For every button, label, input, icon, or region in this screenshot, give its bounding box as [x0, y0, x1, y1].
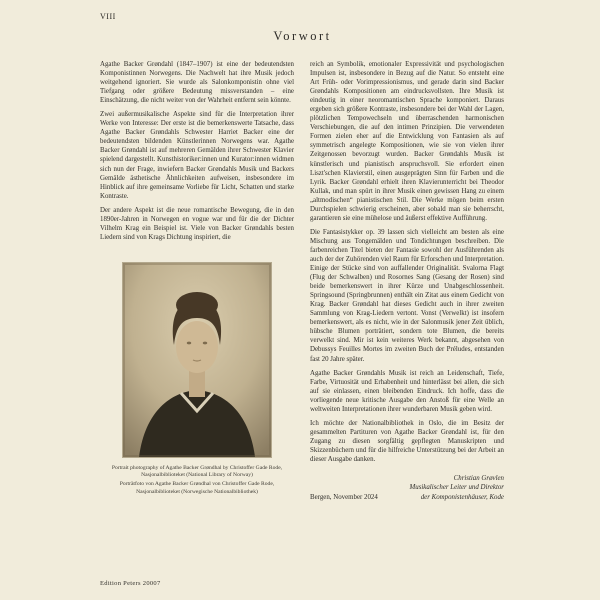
paragraph: Agathe Backer Grøndahl (1847–1907) ist eine der bedeutendsten Komponistinnen Norwegens. Die Nachwelt hat ihre Musik jedoch weitgehend ignoriert. Sie wurde als Salonkomponistin ohne viel Tiefgang oder größere Bedeutung missverstanden – eine Einschätzung, die nicht weiter von der Wahrheit entfernt sein könnte.	[100, 61, 294, 105]
left-column	[100, 60, 294, 502]
text-columns	[100, 60, 505, 502]
signoff-role-line2: der Komponistenhäuser, Kode	[420, 493, 504, 501]
signoff	[310, 474, 504, 502]
paragraph: reich an Symbolik, emotionaler Expressivität und psychologischen Impulsen ist, insbesondere in Bezug auf die Natur. So entsteht eine Art Früh- oder Vorimpressionismus, und gerade darin sind Backer Grøndahls Kompositionen am eindrucksvollsten. Ihre Musik ist eindeutig in einer neoromantischen Sprache komponiert. Daraus ergeben sich größere Kontraste, insbesondere bei der Wahl der Lagen, plötzlichen Tempowechseln und überraschenden harmonischen Verschiebungen, die auf den intimen Prinzipien. Die verwendeten Formen zielen eher auf die Entwicklung von Fantasien als auf symmetrisch angelegte Kompositionen, wie sie von vielen ihrer Zeitgenossen bevorzugt wurden. Backer Grøndahls Musik ist künstlerisch und pianistisch anspruchsvoll. Sie erfordert einen Liszt'schen Klavierstil, einen ausgeprägten Sinn für Farben und die Lyrik. Backer Grøndahl erhielt ihren Klavierunterricht bei Theodor Kullak, und man spürt in ihrer Musik einen gewissen Hang zu einem „altmodischen“ pianistischen Stil. Die Werke mögen beim ersten Durchspielen schwierig erscheinen, aber sobald man sie beherrscht, garantieren sie eine mühelose und äußerst effektive Aufführung.	[310, 61, 504, 222]
photo-caption-de: Porträtfoto von Agathe Backer Grøndhal von Christoffer Gade Rode, Nasjonalbiblioteket (Norwegische Nationalbibliothek)	[119, 481, 275, 495]
signoff-place-date: Bergen, November 2024	[310, 493, 378, 501]
paragraph: Die Fantasistykker op. 39 lassen sich vielleicht am besten als eine Mischung aus Tongemälden und Tondichtungen beschreiben. Die farbenreichen Titel bieten der Fantasie sowohl der Ausführenden als auch der der Zuhörenden viel Raum für Erforschen und Interpretation. Einige der Stücke sind von auffallender Originalität. Svalorna Flagt (Flug der Schwalben) und Rosornes Sang (Gesang der Rosen) sind beide bemerkenswert in ihrer Kürze und Unabgeschlossenheit. Springsound (Springbrunnen) enthält ein Zitat aus einem Gedicht von Krag. Backer Grøndahl hat dieses Gedicht auch in ihrer zweiten Sammlung von Krag-Liedern vertont. Vonst (Verwelkt) ist insofern bemerkenswert, als es nicht, wie in der Salonmusik jener Zeit üblich, hübsche Blumen porträtiert, sondern tote Blumen, die bereits verwelkt sind. Mir ist kein weiteres Werk bekannt, abgesehen von Debussys Feuilles Mortes im zweiten Buch der Préludes, entstanden fast 20 Jahre später.	[310, 228, 505, 363]
footer-imprint: Edition Peters 20007	[100, 580, 161, 587]
page-number: VIII	[100, 12, 116, 21]
right-column	[310, 60, 504, 502]
paragraph: Der andere Aspekt ist die neue romantische Bewegung, die in den 1890er-Jahren in Norwegen en vogue war und für die der Dichter Vilhelm Krag ein Beispiel ist. Viele von Backer Grøndahls besten Liedern sind von Krags Dichtung inspiriert, die	[100, 206, 294, 241]
paragraph: Agathe Backer Grøndahls Musik ist reich an Leidenschaft, Tiefe, Farbe, Virtuosität und Erhabenheit und hinterlässt bei allen, die sich auf sie einlassen, einen bleibenden Eindruck. Ich hoffe, dass die vorliegende neue kritische Ausgabe den Anstoß für eine Welle an weltweiten Interpretationen ihrer wunderbaren Musik geben wird.	[310, 369, 504, 413]
paragraph: Ich möchte der Nationalbibliothek in Oslo, die im Besitz der gesammelten Partituren von Agathe Backer Grøndahl ist, für den Zugang zu diesen sorgfältig gepflegten Manuskripten und Skizzenbüchern und für die hilfreiche Unterstützung bei der Arbeit an dieser Ausgabe danken.	[310, 419, 504, 463]
signoff-author	[410, 474, 504, 502]
photo-caption-en: Portrait photography of Agathe Backer Grøndhal by Christoffer Gade Rode, Nasjonalbiblioteket (National Library of Norway)	[111, 464, 283, 479]
signoff-name: Christian Grøvlen	[453, 475, 504, 483]
portrait-figure	[100, 262, 294, 496]
paragraph: Zwei außermusikalische Aspekte sind für die Interpretation ihrer Werke von Interesse: Der erste ist die bemerkenswerte Tatsache, dass Agathe Backer Grøndahls Schwester Harriet Backer eine der bedeutendsten bildenden Künstlerinnen Norwegens war. Agathe Backer Grøndahl ist auf mehreren Gemälden ihrer Schwester Klavier spielend dargestellt. Kunsthistoriker:innen und Kurator:innen widmen sich nun der Frage, inwiefern Backer Grøndahls Musik und Backers Gemälde ästhetische Ähnlichkeiten aufweisen, insbesondere im Hinblick auf ihre gemeinsame Vorliebe für Licht, Schatten und starke Kontraste.	[100, 111, 294, 200]
page-title: Vorwort	[273, 29, 332, 43]
signoff-role-line1: Musikalischer Leiter und Direktor	[409, 484, 504, 492]
portrait-photo	[122, 262, 272, 458]
portrait-photo-image	[123, 263, 271, 457]
photo-caption	[100, 465, 294, 496]
